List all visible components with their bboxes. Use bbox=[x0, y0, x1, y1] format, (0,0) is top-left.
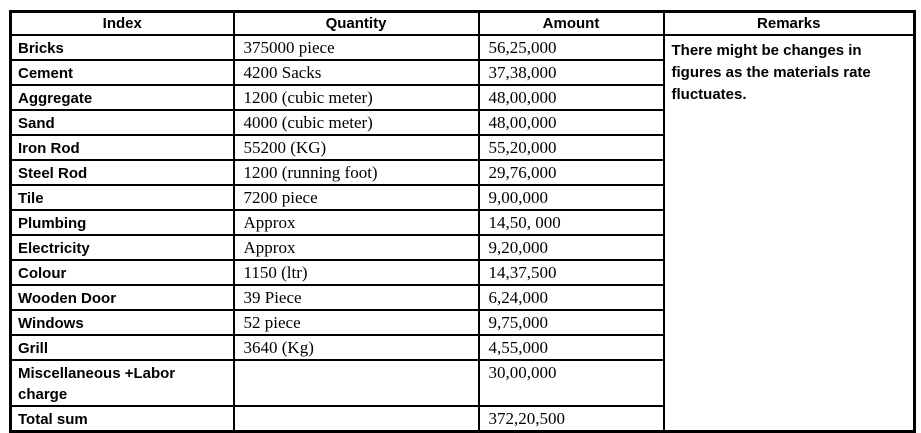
index-cell: Electricity bbox=[11, 235, 234, 260]
quantity-cell: 55200 (KG) bbox=[234, 135, 479, 160]
header-remarks: Remarks bbox=[664, 12, 915, 36]
index-cell bbox=[11, 360, 234, 406]
amount-cell: 29,76,000 bbox=[479, 160, 664, 185]
cost-estimate-table bbox=[9, 10, 916, 433]
index-cell: Plumbing bbox=[11, 210, 234, 235]
quantity-cell: 4000 (cubic meter) bbox=[234, 110, 479, 135]
quantity-cell: 4200 Sacks bbox=[234, 60, 479, 85]
index-cell: Tile bbox=[11, 185, 234, 210]
index-cell: Total sum bbox=[11, 406, 234, 432]
index-cell: Colour bbox=[11, 260, 234, 285]
amount-cell: 9,20,000 bbox=[479, 235, 664, 260]
header-quantity: Quantity bbox=[234, 12, 479, 36]
amount-cell: 14,37,500 bbox=[479, 260, 664, 285]
header-amount: Amount bbox=[479, 12, 664, 36]
amount-cell: 56,25,000 bbox=[479, 35, 664, 60]
quantity-cell bbox=[234, 406, 479, 432]
amount-cell: 37,38,000 bbox=[479, 60, 664, 85]
amount-cell: 55,20,000 bbox=[479, 135, 664, 160]
index-cell: Wooden Door bbox=[11, 285, 234, 310]
header-row bbox=[11, 12, 915, 36]
quantity-cell: 7200 piece bbox=[234, 185, 479, 210]
amount-cell: 6,24,000 bbox=[479, 285, 664, 310]
quantity-cell: Approx bbox=[234, 235, 479, 260]
index-cell: Bricks bbox=[11, 35, 234, 60]
amount-cell: 9,75,000 bbox=[479, 310, 664, 335]
index-cell: Iron Rod bbox=[11, 135, 234, 160]
amount-cell: 4,55,000 bbox=[479, 335, 664, 360]
quantity-cell: 3640 (Kg) bbox=[234, 335, 479, 360]
quantity-cell: 375000 piece bbox=[234, 35, 479, 60]
amount-cell: 9,00,000 bbox=[479, 185, 664, 210]
quantity-cell: 1150 (ltr) bbox=[234, 260, 479, 285]
amount-cell: 48,00,000 bbox=[479, 85, 664, 110]
index-cell: Steel Rod bbox=[11, 160, 234, 185]
remarks-note-line: There might be changes in bbox=[671, 42, 862, 59]
amount-cell: 48,00,000 bbox=[479, 110, 664, 135]
quantity-cell: Approx bbox=[234, 210, 479, 235]
index-cell: Windows bbox=[11, 310, 234, 335]
quantity-cell: 52 piece bbox=[234, 310, 479, 335]
remarks-note-line: figures as the materials rate bbox=[671, 64, 871, 81]
index-cell: Sand bbox=[11, 110, 234, 135]
index-label: Miscellaneous +Labor charge bbox=[18, 365, 176, 403]
quantity-cell: 1200 (cubic meter) bbox=[234, 85, 479, 110]
index-cell: Aggregate bbox=[11, 85, 234, 110]
quantity-cell: 39 Piece bbox=[234, 285, 479, 310]
amount-cell: 30,00,000 bbox=[479, 360, 664, 406]
remarks-note-line: fluctuates. bbox=[671, 86, 747, 103]
table-row-bricks bbox=[11, 35, 915, 60]
remarks-cell bbox=[664, 35, 915, 432]
quantity-cell bbox=[234, 360, 479, 406]
amount-cell: 14,50, 000 bbox=[479, 210, 664, 235]
header-index: Index bbox=[11, 12, 234, 36]
index-cell: Grill bbox=[11, 335, 234, 360]
amount-cell: 372,20,500 bbox=[479, 406, 664, 432]
quantity-cell: 1200 (running foot) bbox=[234, 160, 479, 185]
index-cell: Cement bbox=[11, 60, 234, 85]
